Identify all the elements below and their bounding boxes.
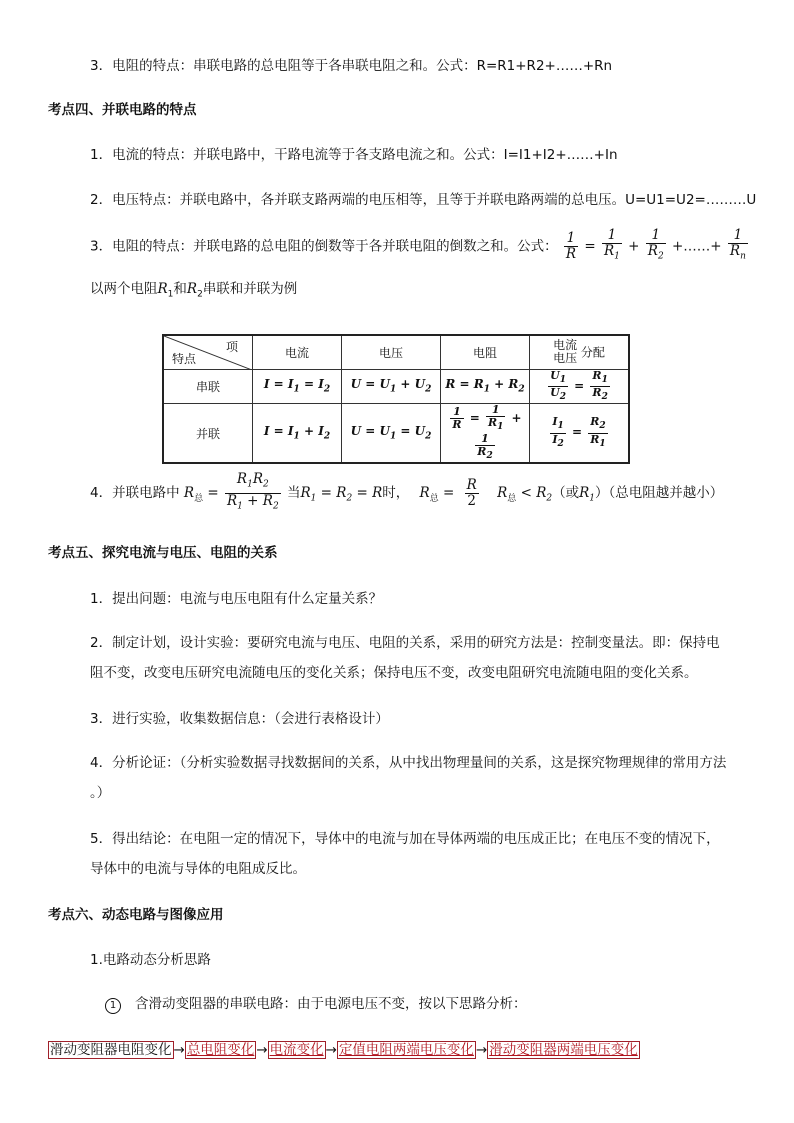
inquiry-step-4-line-1: 4．分析论证：（分析实验数据寻找数据间的关系，从中找出物理量间的关系，这是探究物理规律的常用方法 bbox=[90, 755, 727, 771]
inquiry-step-4-line-2: 。） bbox=[90, 785, 111, 801]
dynamic-analysis-point-1: 1 含滑动变阻器的串联电路：由于电源电压不变，按以下思路分析： bbox=[105, 995, 527, 1014]
total-resistance-frac: $\frac{R_1R_2}{R_1 + R_2}$ bbox=[226, 471, 279, 512]
section-5-heading: 考点五、探究电流与电压、电阻的关系 bbox=[48, 545, 278, 561]
table-header-distribution: 电流 电压 分配 bbox=[530, 335, 630, 369]
parallel-resistance-text: 3．电阻的特点：并联电路的总电阻的倒数等于各并联电阻的倒数之和。公式： bbox=[90, 238, 558, 255]
table-header-resistance: 电阻 bbox=[441, 335, 530, 369]
formula-frac-1-R: $\frac{1}{R}$ bbox=[565, 229, 577, 262]
dynamic-analysis-title: 1.电路动态分析思路 bbox=[90, 952, 211, 968]
flow-step-total-resistance: 总电阻变化 bbox=[186, 1042, 255, 1058]
inquiry-step-1: 1．提出问题：电流与电压电阻有什么定量关系？ bbox=[90, 591, 383, 607]
parallel-resistance-item: 3．电阻的特点：并联电路的总电阻的倒数等于各并联电阻的倒数之和。公式： $\frac{1}{R}$ = $\frac{1}{R_1}$ + $\frac{1}{R_2}$ +……+ $\frac{1}{R_n}$ bbox=[90, 228, 750, 265]
circled-number: 1 bbox=[105, 998, 121, 1014]
flow-step-rheostat-resistance: 滑动变阻器电阻变化 bbox=[50, 1042, 172, 1058]
table-row-parallel-label: 并联 bbox=[163, 403, 253, 463]
parallel-total-resistance-item: 4．并联电路中 $R_总$ = $\frac{R_1R_2}{R_1 + R_2}$ 当$R_1 = R_2 = R$时， $R_总$ = $\frac{R}{2}$ $R_总 < R_2$（或$R_1$）（总电阻越并越小） bbox=[90, 472, 723, 519]
series-current-formula: $I = I_1 = I_2$ bbox=[253, 369, 342, 403]
parallel-current-formula: $I = I_1 + I_2$ bbox=[253, 403, 342, 463]
flow-step-current: 电流变化 bbox=[269, 1042, 324, 1058]
inquiry-step-5-line-2: 导体中的电流与导体的电阻成反比。 bbox=[90, 861, 306, 877]
series-parallel-table bbox=[162, 334, 630, 464]
table-corner-cell: 项 特点 bbox=[163, 335, 253, 369]
table-header-current: 电流 bbox=[253, 335, 342, 369]
parallel-voltage-item: 2．电压特点：并联电路中，各并联支路两端的电压相等，且等于并联电路两端的总电压。U=U1=U2=………U bbox=[90, 192, 757, 208]
inquiry-step-2-line-1: 2．制定计划，设计实验：要研究电流与电压、电阻的关系，采用的研究方法是：控制变量法。即：保持电 bbox=[90, 635, 720, 651]
flow-step-rheostat-voltage: 滑动变阻器两端电压变化 bbox=[489, 1042, 638, 1058]
inquiry-step-5-line-1: 5．得出结论：在电阻一定的情况下，导体中的电流与加在导体两端的电压成正比；在电压不变的情况下， bbox=[90, 831, 720, 847]
parallel-resistance-formula: $\frac{1}{R}$ = $\frac{1}{R_1}$ + $\frac{1}{R_2}$ bbox=[441, 403, 530, 463]
parallel-voltage-formula: $U = U_1 = U_2$ bbox=[342, 403, 441, 463]
series-distribution-formula: $\frac{U_1}{U_2}$ = $\frac{R_1}{R_2}$ bbox=[530, 369, 630, 403]
flow-step-fixed-resistor-voltage: 定值电阻两端电压变化 bbox=[338, 1042, 474, 1058]
series-resistance-formula: $R = R_1 + R_2$ bbox=[441, 369, 530, 403]
section-6-heading: 考点六、动态电路与图像应用 bbox=[48, 907, 224, 923]
formula-frac-1-R1: $\frac{1}{R_1}$ bbox=[603, 227, 620, 262]
inquiry-step-3: 3．进行实验，收集数据信息：（会进行表格设计） bbox=[90, 711, 389, 727]
series-voltage-formula: $U = U_1 + U_2$ bbox=[342, 369, 441, 403]
analysis-flow: 滑动变阻器电阻变化 → 总电阻变化 → 电流变化 → 定值电阻两端电压变化 → 滑动变阻器两端电压变化 bbox=[50, 1042, 638, 1058]
parallel-current-item: 1．电流的特点：并联电路中，干路电流等于各支路电流之和。公式：I=I1+I2+……+In bbox=[90, 147, 618, 163]
formula-frac-1-Rn: $\frac{1}{R_n}$ bbox=[729, 227, 746, 262]
table-row-series-label: 串联 bbox=[163, 369, 253, 403]
table-header-voltage: 电压 bbox=[342, 335, 441, 369]
parallel-distribution-formula: $\frac{I_1}{I_2}$ = $\frac{R_2}{R_1}$ bbox=[530, 403, 630, 463]
formula-frac-1-R2: $\frac{1}{R_2}$ bbox=[647, 227, 664, 262]
example-intro: 以两个电阻$R_1$和$R_2$串联和并联为例 bbox=[90, 281, 298, 300]
inquiry-step-2-line-2: 阻不变，改变电压研究电流随电压的变化关系；保持电压不变，改变电阻研究电流随电阻的变化关系。 bbox=[90, 665, 698, 681]
half-resistance-frac: $\frac{R}{2}$ bbox=[466, 476, 477, 509]
series-resistance-item: 3．电阻的特点：串联电路的总电阻等于各串联电阻之和。公式：R=R1+R2+……+Rn bbox=[90, 58, 613, 74]
section-4-heading: 考点四、并联电路的特点 bbox=[48, 102, 197, 118]
